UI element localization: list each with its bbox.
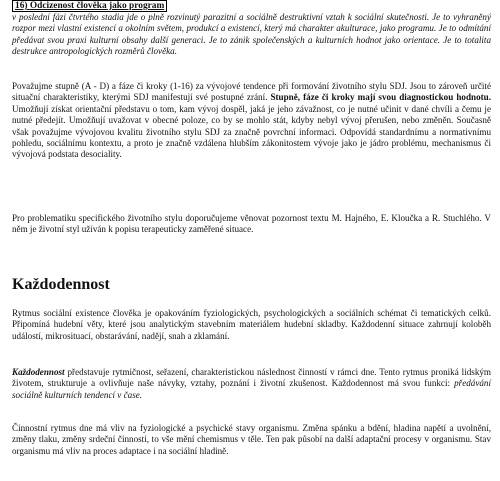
section-number: 16) — [15, 1, 28, 11]
paragraph-odcizenost: v poslední fázi čtvrtého stadia jde o plně rozvinutý parazitní a sociálně destruktivní vztah k sociální skutečnosti. Je to vyhraněný rozpor mezi vlastní existencí a okolním světem, produkcí a existencí, který má charakter akulturace, jako programu. Je to odmítání předávat svou praxi kulturní obsahy další generaci. Je to zánik společenských a kulturních hodnot jako orientace. Je to totalita destrukce antropologických rozměrů člověka. — [12, 12, 491, 57]
paragraph-kazdodennost-definition — [12, 367, 491, 401]
section-title-box — [12, 0, 167, 12]
definition-text: představuje rytmičnost, seřazení, charakteristickou následnost činností v rámci dne. Tento rytmus proniká lidským životem, strukturuje a ovlivňuje naše návyky, vztahy, poznání i životní zkušenost. Každodennost má svou funkci: — [12, 367, 491, 389]
paragraph-stupne — [12, 81, 491, 161]
definition-function: předávání sociálně kulturních tendencí v čase. — [12, 378, 491, 400]
heading-kazdodennost: Každodennost — [12, 276, 110, 293]
paragraph-problematika: Pro problematiku specifického životního stylu doporučujeme věnovat pozornost textu M. Hajného, E. Kloučka a R. Stuchlého. V něm je životní styl užíván k popisu terapeuticky zaměřené situace. — [12, 213, 491, 235]
paragraph-stupne-emphasis: Stupně, fáze či kroky mají svou diagnostickou hodnotu. — [270, 92, 491, 103]
section-title-text: Odcizenost člověka jako program — [29, 1, 165, 11]
paragraph-cinnostni-rytmus: Činnostní rytmus dne má vliv na fyziologické a psychické stavy organismu. Změna spánku a bdění, hladina napětí a uvolnění, změny tlaku, změny srdeční činnosti, to vše mění chemismus v těle. Ten pak působí na další adaptační procesy v organismu. Stav organismu má vliv na proces adaptace i na sociální hladině. — [12, 423, 491, 456]
paragraph-stupne-part2: Umožňují získat orientační představu o tom, kam vývoj dospěl, jaká je jeho závažnost, co je nutné učinit v dané chvíli a čemu je nutné předejít. Umožňují uvažovat v obecné poloze, co by se mohlo stát, kdyby nebyl vývoj přerušen, nebo změněn. Současně však považujme vývojovou kvalitu životního stylu SDJ za značně povrchní informaci. Odpovídá standardnímu a normativnímu pohledu, sociálnímu kontextu, a proto je značně vzdálena hlubším zákonitostem vývoje jako je jádro problému, mechanismus či vývojová podstata desociality. — [12, 103, 491, 160]
paragraph-rytmus: Rytmus sociální existence člověka je opakováním fyziologických, psychologických a sociálních schémat či tematických celků. Připomíná hudební věty, které jsou analytickým stavebním materiálem hudební skladby. Každodenní situace zahrnují koloběh událostí, mikrosituací, obstarávání, nadějí, snah a zklamání. — [12, 308, 491, 341]
term-kazdodennost: Každodennost — [12, 367, 65, 377]
paragraph-stupne-part1: Považujme stupně (A - D) a fáze či kroky (1-16) za vývojové tendence při formování životního stylu SDJ. Jsou to zároveň určité situační charakteristiky, kterými SDJ manifestují své postupné zrání. — [12, 81, 491, 103]
section-title — [12, 1, 167, 12]
